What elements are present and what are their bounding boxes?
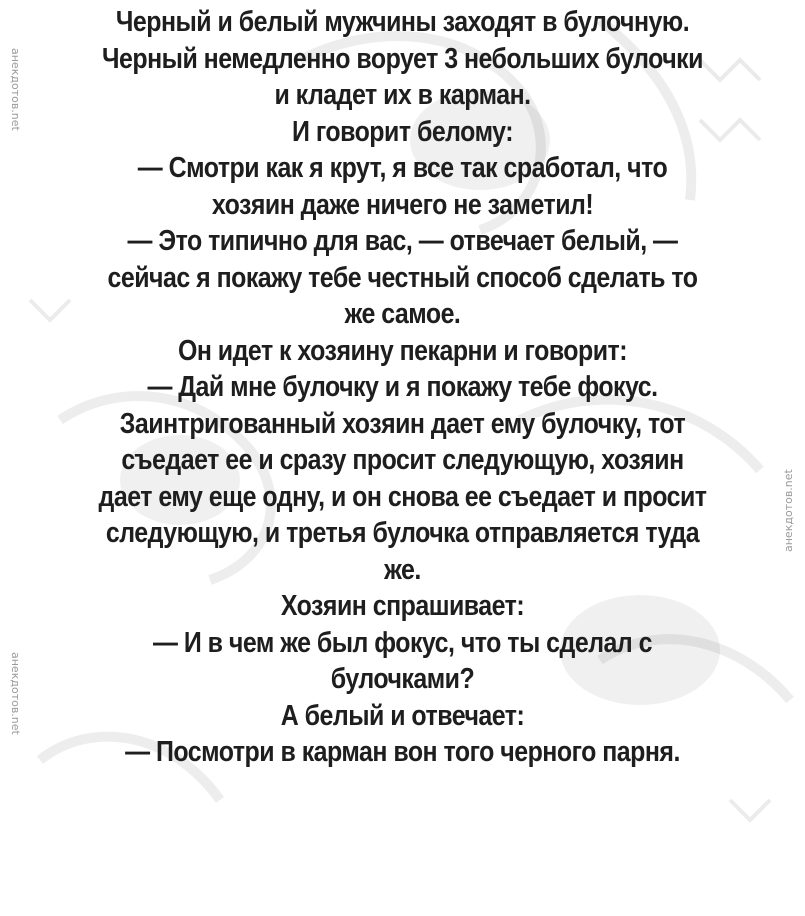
watermark-left-top: анекдотов.net — [9, 48, 22, 131]
joke-line: съедает ее и сразу просит следующую, хозяин — [121, 444, 684, 476]
joke-line: — Посмотри в карман вон того черного парня. — [125, 736, 680, 768]
joke-text — [0, 4, 805, 771]
joke-line: следующую, и третья булочка отправляется туда — [105, 517, 700, 549]
joke-line: же самое. — [344, 298, 461, 330]
joke-line: И говорит белому: — [292, 115, 513, 148]
joke-line: А белый и отвечает: — [280, 699, 525, 732]
joke-line: дает ему еще одну, и он снова ее съедает и просит — [98, 480, 707, 513]
joke-line: — Дай мне булочку и я покажу тебе фокус. — [147, 371, 658, 403]
joke-line: — И в чем же был фокус, что ты сделал с — [153, 626, 652, 659]
joke-line: — Это типично для вас, — отвечает белый, — — [127, 225, 678, 257]
joke-line: Заинтригованный хозяин дает ему булочку, тот — [119, 407, 686, 440]
joke-line: — Смотри как я крут, я все так сработал, что — [137, 152, 668, 184]
watermark-left-bottom: анекдотов.net — [9, 652, 22, 735]
joke-line: Он идет к хозяину пекарни и говорит: — [177, 334, 628, 367]
joke-line: булочками? — [330, 663, 475, 695]
watermark-right: анекдотов.net — [782, 469, 795, 552]
joke-line: и кладет их в карман. — [274, 79, 531, 111]
joke-line: же. — [384, 553, 421, 586]
joke-line: хозяин даже ничего не заметил! — [211, 188, 594, 221]
joke-line: сейчас я покажу тебе честный способ сделать то — [107, 261, 698, 294]
joke-line: Черный и белый мужчины заходят в булочную. — [115, 6, 690, 38]
joke-line: Хозяин спрашивает: — [280, 590, 525, 622]
joke-line: Черный немедленно ворует 3 небольших булочки — [102, 42, 703, 75]
